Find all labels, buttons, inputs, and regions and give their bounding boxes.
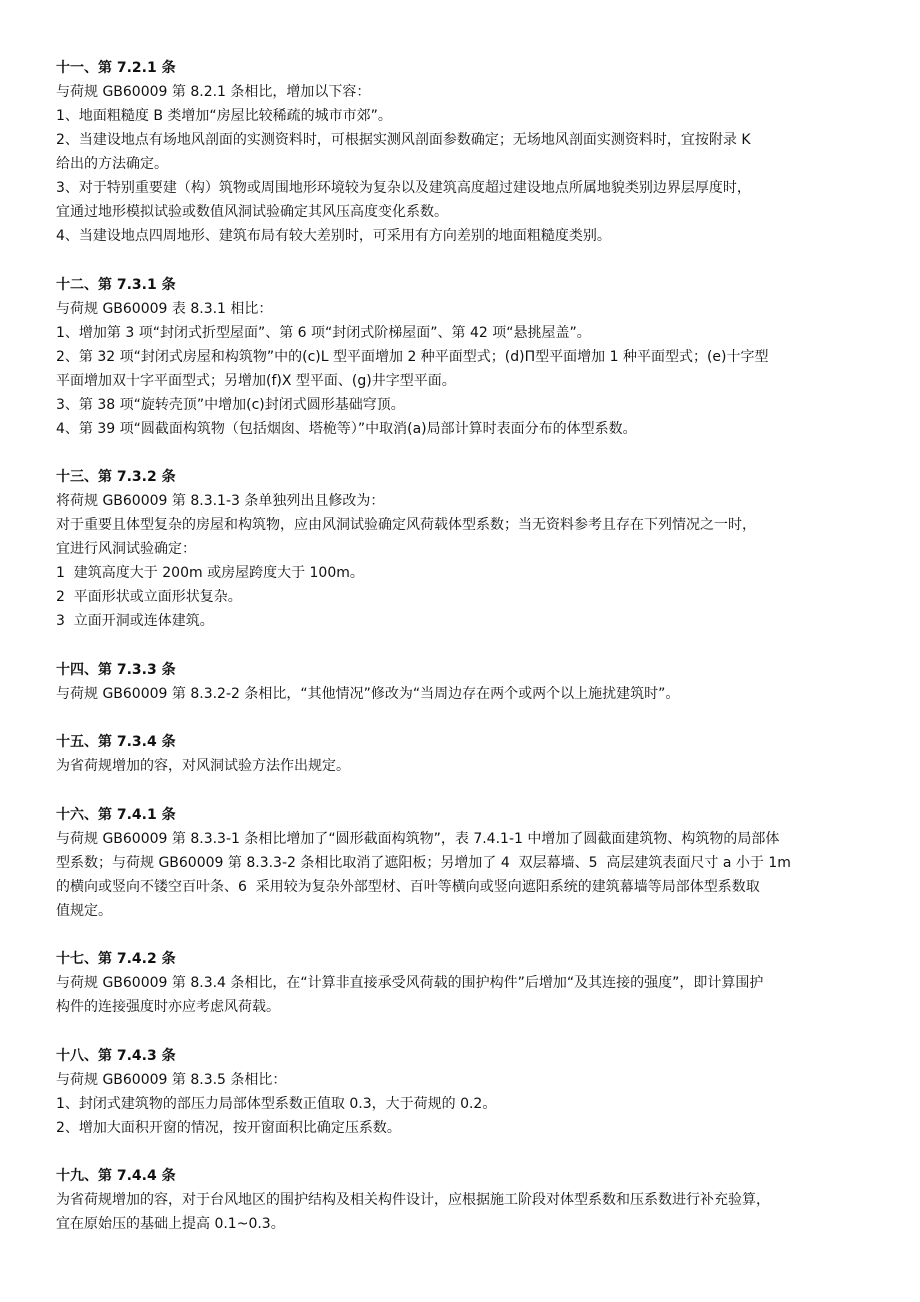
clause-section	[56, 658, 868, 706]
clause-text-line: 1 建筑高度大于 200m 或房屋跨度大于 100m。	[56, 565, 364, 581]
clause-text-line: 与荷规 GB60009 第 8.3.5 条相比：	[56, 1071, 287, 1088]
clause-text-line: 1、封闭式建筑物的部压力局部体型系数正值取 0.3，大于荷规的 0.2。	[56, 1095, 497, 1112]
clause-text-line: 3、第 38 项“旋转壳顶”中增加(c)封闭式圆形基础穹顶。	[56, 396, 405, 413]
clause-heading: 十七、第 7.4.2 条	[56, 951, 176, 967]
clause-text-line: 与荷规 GB60009 表 8.3.1 相比：	[56, 300, 273, 317]
clause-section	[56, 465, 868, 633]
clause-heading: 十六、第 7.4.1 条	[56, 806, 176, 823]
clause-text-line: 将荷规 GB60009 第 8.3.1-3 条单独列出且修改为：	[56, 493, 385, 509]
document-page	[56, 56, 868, 1261]
clause-heading: 十二、第 7.3.1 条	[56, 276, 176, 293]
clause-text-line: 型系数；与荷规 GB60009 第 8.3.3-2 条相比取消了遮阳板；另增加了 4 双层幕墙、5 高层建筑表面尺寸 a 小于 1m	[56, 854, 791, 871]
clause-section	[56, 947, 868, 1019]
clause-text-line: 构件的连接强度时亦应考虑风荷载。	[56, 999, 280, 1015]
clause-text-line: 2、当建设地点有场地风剖面的实测资料时，可根据实测风剖面参数确定；无场地风剖面实测资料时，宜按附录 K	[56, 132, 751, 148]
clause-text-line: 值规定。	[56, 902, 112, 919]
clause-text-line: 4、第 39 项“圆截面构筑物（包括烟囱、塔桅等）”中取消(a)局部计算时表面分布的体型系数。	[56, 420, 637, 437]
clause-heading: 十五、第 7.3.4 条	[56, 734, 176, 750]
clause-text-line: 2 平面形状或立面形状复杂。	[56, 589, 242, 605]
clause-text-line: 宜进行风洞试验确定：	[56, 541, 196, 557]
clause-text-line: 1、增加第 3 项“封闭式折型屋面”、第 6 项“封闭式阶梯屋面”、第 42 项“悬挑屋盖”。	[56, 324, 591, 341]
clause-text-line: 的横向或竖向不镂空百叶条、6 采用较为复杂外部型材、百叶等横向或竖向遮阳系统的建筑幕墙等局部体型系数取	[56, 878, 760, 895]
clause-heading: 十九、第 7.4.4 条	[56, 1168, 176, 1184]
clause-text-line: 与荷规 GB60009 第 8.3.4 条相比，在“计算非直接承受风荷载的围护构件”后增加“及其连接的强度”，即计算围护	[56, 975, 764, 991]
clause-text-line: 为省荷规增加的容，对于台风地区的围护结构及相关构件设计，应根据施工阶段对体型系数和压系数进行补充验算，	[56, 1192, 770, 1208]
clause-heading: 十三、第 7.3.2 条	[56, 469, 176, 485]
clause-text-line: 为省荷规增加的容，对风洞试验方法作出规定。	[56, 758, 350, 774]
clause-section	[56, 1164, 868, 1236]
clause-text-line: 4、当建设地点四周地形、建筑布局有较大差别时，可采用有方向差别的地面粗糙度类别。	[56, 228, 611, 244]
clause-section	[56, 730, 868, 778]
clause-text-line: 与荷规 GB60009 第 8.3.2-2 条相比，“其他情况”修改为“当周边存在两个或两个以上施扰建筑时”。	[56, 685, 680, 702]
clause-text-line: 2、增加大面积开窗的情况，按开窗面积比确定压系数。	[56, 1119, 401, 1136]
clause-text-line: 1、地面粗糙度 B 类增加“房屋比较稀疏的城市市郊”。	[56, 108, 392, 124]
clause-section	[56, 803, 868, 923]
clause-section	[56, 56, 868, 248]
clause-text-line: 宜通过地形模拟试验或数值风洞试验确定其风压高度变化系数。	[56, 204, 448, 220]
clause-section	[56, 1044, 868, 1140]
clause-text-line: 与荷规 GB60009 第 8.2.1 条相比，增加以下容：	[56, 84, 371, 100]
clause-text-line: 2、第 32 项“封闭式房屋和构筑物”中的(c)L 型平面增加 2 种平面型式；(d)Π型平面增加 1 种平面型式；(e)十字型	[56, 348, 769, 365]
clause-text-line: 平面增加双十字平面型式；另增加(f)X 型平面、(g)井字型平面。	[56, 372, 456, 389]
clause-section	[56, 273, 868, 441]
clause-text-line: 宜在原始压的基础上提高 0.1~0.3。	[56, 1216, 285, 1232]
clause-heading: 十四、第 7.3.3 条	[56, 661, 176, 678]
clause-text-line: 3、对于特别重要建（构）筑物或周围地形环境较为复杂以及建筑高度超过建设地点所属地貌类别边界层厚度时，	[56, 180, 751, 196]
clause-text-line: 给出的方法确定。	[56, 156, 168, 172]
clause-heading: 十八、第 7.4.3 条	[56, 1047, 176, 1064]
clause-heading: 十一、第 7.2.1 条	[56, 60, 176, 76]
clause-text-line: 对于重要且体型复杂的房屋和构筑物，应由风洞试验确定风荷载体型系数；当无资料参考且存在下列情况之一时，	[56, 517, 756, 533]
clause-text-line: 3 立面开洞或连体建筑。	[56, 613, 214, 629]
clause-text-line: 与荷规 GB60009 第 8.3.3-1 条相比增加了“圆形截面构筑物”，表 7.4.1-1 中增加了圆截面建筑物、构筑物的局部体	[56, 830, 780, 847]
